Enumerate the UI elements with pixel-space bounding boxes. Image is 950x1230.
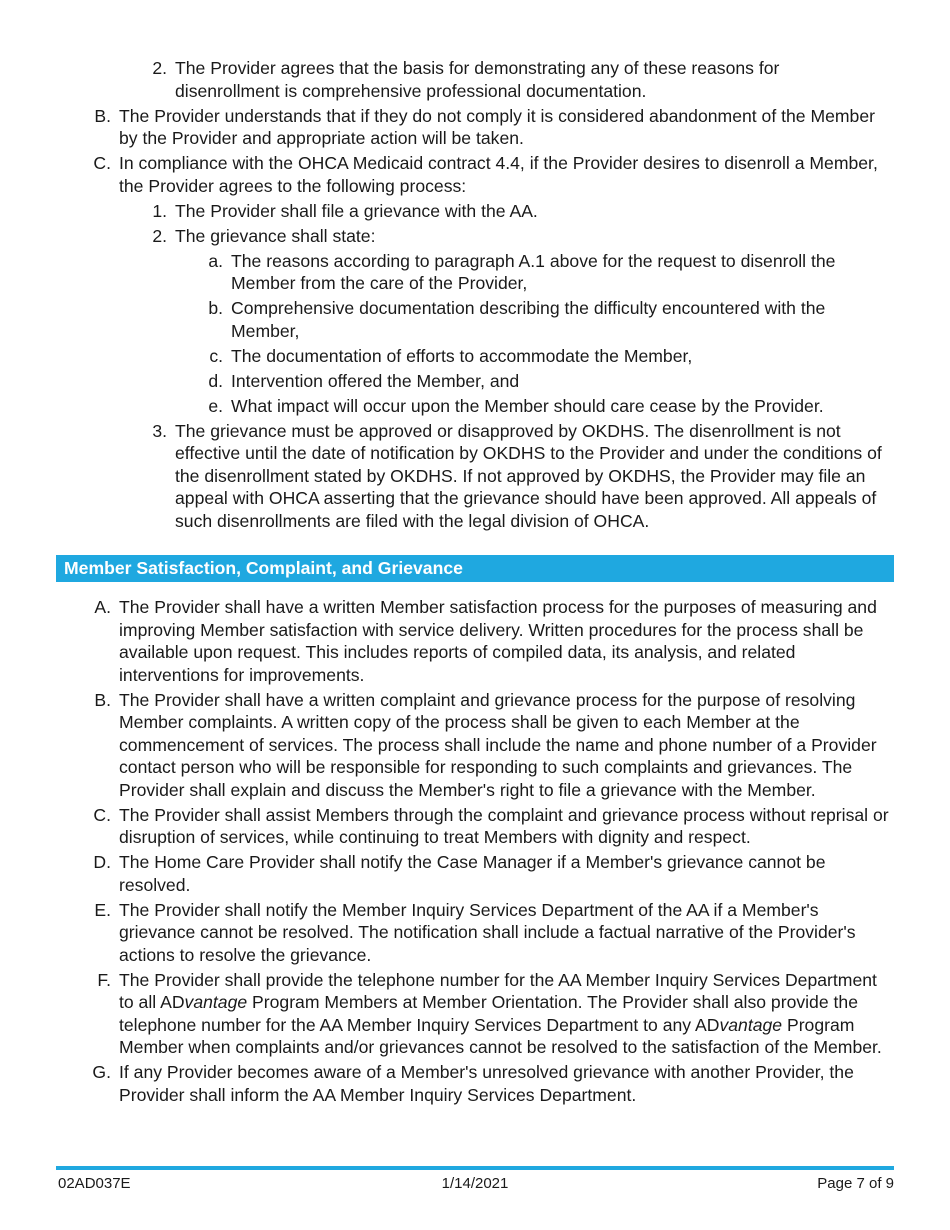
item-text: The Home Care Provider shall notify the Case Manager if a Member's grievance cannot be resolved. <box>119 852 826 895</box>
footer-divider <box>56 1166 894 1170</box>
list-item <box>152 225 888 248</box>
item-letter: c. <box>209 345 223 366</box>
document-id: 02AD037E <box>58 1175 131 1192</box>
item-letter: F. <box>97 969 111 990</box>
item-letter: B. <box>94 105 111 126</box>
item-letter: C. <box>93 804 111 825</box>
item-text: The Provider understands that if they do not comply it is considered abandonment of the Member by the Provider and appropriate action will be taken. <box>119 105 875 148</box>
item-text: The Provider shall notify the Member Inquiry Services Department of the AA if a Member's grievance cannot be resolved. The notification shall include a factual narrative of the Provider's actions to resolve the grievance. <box>119 899 856 965</box>
item-text: The grievance must be approved or disapproved by OKDHS. The disenrollment is not effective until the date of notification by OKDHS to the Provider and under the conditions of the disenrollment stated by OKDHS. If not approved by OKDHS, the Provider may file an appeal with OHCA asserting that the grievance should have been approved. All appeals of such disenrollments are filed with the legal division of OHCA. <box>175 420 882 531</box>
item-text: The Provider shall provide the telephone number for the AA Member Inquiry Services Department to all ADvantage Program Members at Member Orientation. The Provider shall also provide the telephone number for the AA Member Inquiry Services Department to any ADvantage Program Member when complaints and/or grievances cannot be resolved to the satisfaction of the Member. <box>119 969 882 1057</box>
page-number: Page 7 of 9 <box>817 1175 894 1192</box>
item-text: The Provider agrees that the basis for demonstrating any of these reasons for disenrollment is comprehensive professional documentation. <box>175 58 780 101</box>
list-item <box>94 689 895 802</box>
page-footer <box>56 1174 894 1194</box>
disenrollment-continued <box>0 57 950 535</box>
list-item <box>209 345 884 368</box>
list-item <box>94 105 895 150</box>
item-number: 2. <box>152 58 167 78</box>
item-text: If any Provider becomes aware of a Member's unresolved grievance with another Provider, the Provider shall inform the AA Member Inquiry Services Department. <box>119 1062 854 1105</box>
list-item <box>152 200 888 223</box>
list-item <box>92 1061 895 1106</box>
list-item <box>152 57 888 102</box>
item-number: 3. <box>152 420 167 441</box>
item-number: 1. <box>152 200 167 221</box>
item-letter: d. <box>208 370 223 391</box>
section-heading: Member Satisfaction, Complaint, and Grievance <box>56 555 894 582</box>
item-letter: E. <box>94 899 111 920</box>
list-item <box>93 152 895 197</box>
item-letter: D. <box>93 852 111 872</box>
list-item <box>94 899 895 967</box>
item-text: The Provider shall have a written Member satisfaction process for the purposes of measuring and improving Member satisfaction with service delivery. Written procedures for the process shall be available upon request. This includes reports of compiled data, its analysis, and related interventions for improvements. <box>119 597 877 685</box>
item-text: The grievance shall state: <box>175 225 376 246</box>
item-text: The Provider shall file a grievance with the AA. <box>175 200 538 221</box>
list-item <box>93 851 895 896</box>
list-item <box>93 804 895 849</box>
item-text: The Provider shall have a written complaint and grievance process for the purpose of resolving Member complaints. A written copy of the process shall be given to each Member at the commencement of services. The process shall include the name and phone number of a Provider contact person who will be responsible for responding to such complaints and grievances. The Provider shall explain and discuss the Member's right to file a grievance with the Member. <box>119 689 877 800</box>
list-item <box>208 250 884 295</box>
list-item <box>208 370 884 393</box>
list-item <box>97 969 895 1059</box>
list-item <box>152 420 888 533</box>
item-letter: G. <box>92 1062 111 1082</box>
item-number: 2. <box>152 225 167 246</box>
list-item <box>208 395 884 418</box>
item-text: The reasons according to paragraph A.1 above for the request to disenroll the Member from the care of the Provider, <box>231 250 836 293</box>
item-text: Comprehensive documentation describing the difficulty encountered with the Member, <box>231 298 826 341</box>
list-item <box>208 297 884 342</box>
item-letter: e. <box>208 395 223 416</box>
item-text: The documentation of efforts to accommodate the Member, <box>231 345 693 366</box>
satisfaction-section <box>0 596 950 1109</box>
list-item <box>94 596 895 686</box>
item-letter: C. <box>93 153 111 173</box>
item-text: What impact will occur upon the Member should care cease by the Provider. <box>231 395 824 416</box>
item-letter: B. <box>94 689 111 710</box>
item-letter: a. <box>208 250 223 271</box>
item-text: The Provider shall assist Members through the complaint and grievance process without reprisal or disruption of services, while continuing to treat Members with dignity and respect. <box>119 804 889 847</box>
item-text: In compliance with the OHCA Medicaid contract 4.4, if the Provider desires to disenroll a Member, the Provider agrees to the following process: <box>119 153 878 196</box>
item-letter: b. <box>208 298 223 318</box>
item-letter: A. <box>94 597 111 617</box>
item-text: Intervention offered the Member, and <box>231 370 520 391</box>
document-date: 1/14/2021 <box>441 1175 509 1192</box>
